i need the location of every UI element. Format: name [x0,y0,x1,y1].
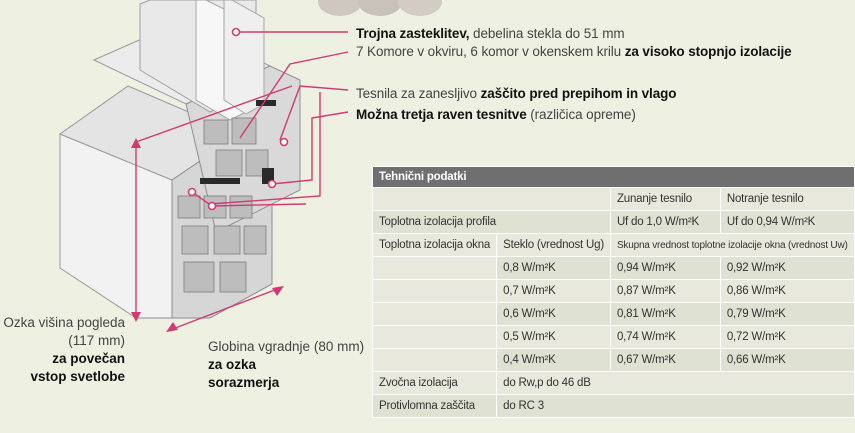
outer-value: 0,74 W/m²K [610,326,720,349]
inner-value: 0,66 W/m²K [720,349,854,372]
burglary-value: do RC 3 [497,395,854,418]
row-label-burglary: Protivlomna zaščita [373,395,497,418]
glass-value: 0,5 W/m²K [497,326,611,349]
callout-third-seal: Možna tretja raven tesnitve (različica opreme) [356,107,636,122]
callout-glazing: Trojna zasteklitev, debelina stekla do 51 mm [356,26,625,41]
glass-value: 0,6 W/m²K [497,303,611,326]
technical-data-table [372,166,855,418]
outer-value: 0,81 W/m²K [610,303,720,326]
table-title: Tehnični podatki [373,167,855,188]
row-label-sound: Zvočna izolacija [373,372,497,395]
table-corner [373,188,611,211]
row-label-window: Toplotna izolacija okna [373,234,497,257]
profile-outer-value: Uf do 1,0 W/m²K [610,211,720,234]
glass-value: 0,4 W/m²K [497,349,611,372]
decorative-shapes [318,0,442,16]
outer-value: 0,87 W/m²K [610,280,720,303]
row-label-profile: Toplotna izolacija profila [373,211,611,234]
inner-value: 0,79 W/m²K [720,303,854,326]
glass-value: 0,7 W/m²K [497,280,611,303]
inner-value: 0,92 W/m²K [720,257,854,280]
callout-chambers: 7 Komore v okviru, 6 komor v okenskem krilu za visoko stopnjo izolacije [356,44,792,59]
inner-value: 0,86 W/m²K [720,280,854,303]
profile-inner-value: Uf do 0,94 W/m²K [720,211,854,234]
outer-value: 0,94 W/m²K [610,257,720,280]
col-header-inner-seal: Notranje tesnilo [720,188,854,211]
glass-header: Steklo (vrednost Ug) [497,234,611,257]
col-header-outer-seal: Zunanje tesnilo [610,188,720,211]
glass-value: 0,8 W/m²K [497,257,611,280]
sound-value: do Rw,p do 46 dB [497,372,854,395]
callout-seals: Tesnila za zanesljivo zaščito pred prepihom in vlago [356,86,677,101]
height-dimension-label: Ozka višina pogleda (117 mm) za povečan vstop svetlobe [3,315,125,384]
combined-header: Skupna vrednost toplotne izolacije okna (vrednost Uw) [610,234,854,257]
outer-value: 0,67 W/m²K [610,349,720,372]
depth-dimension-label: Globina vgradnje (80 mm) za ozka sorazmerja [208,339,365,390]
inner-value: 0,72 W/m²K [720,326,854,349]
profile-section [60,0,300,318]
